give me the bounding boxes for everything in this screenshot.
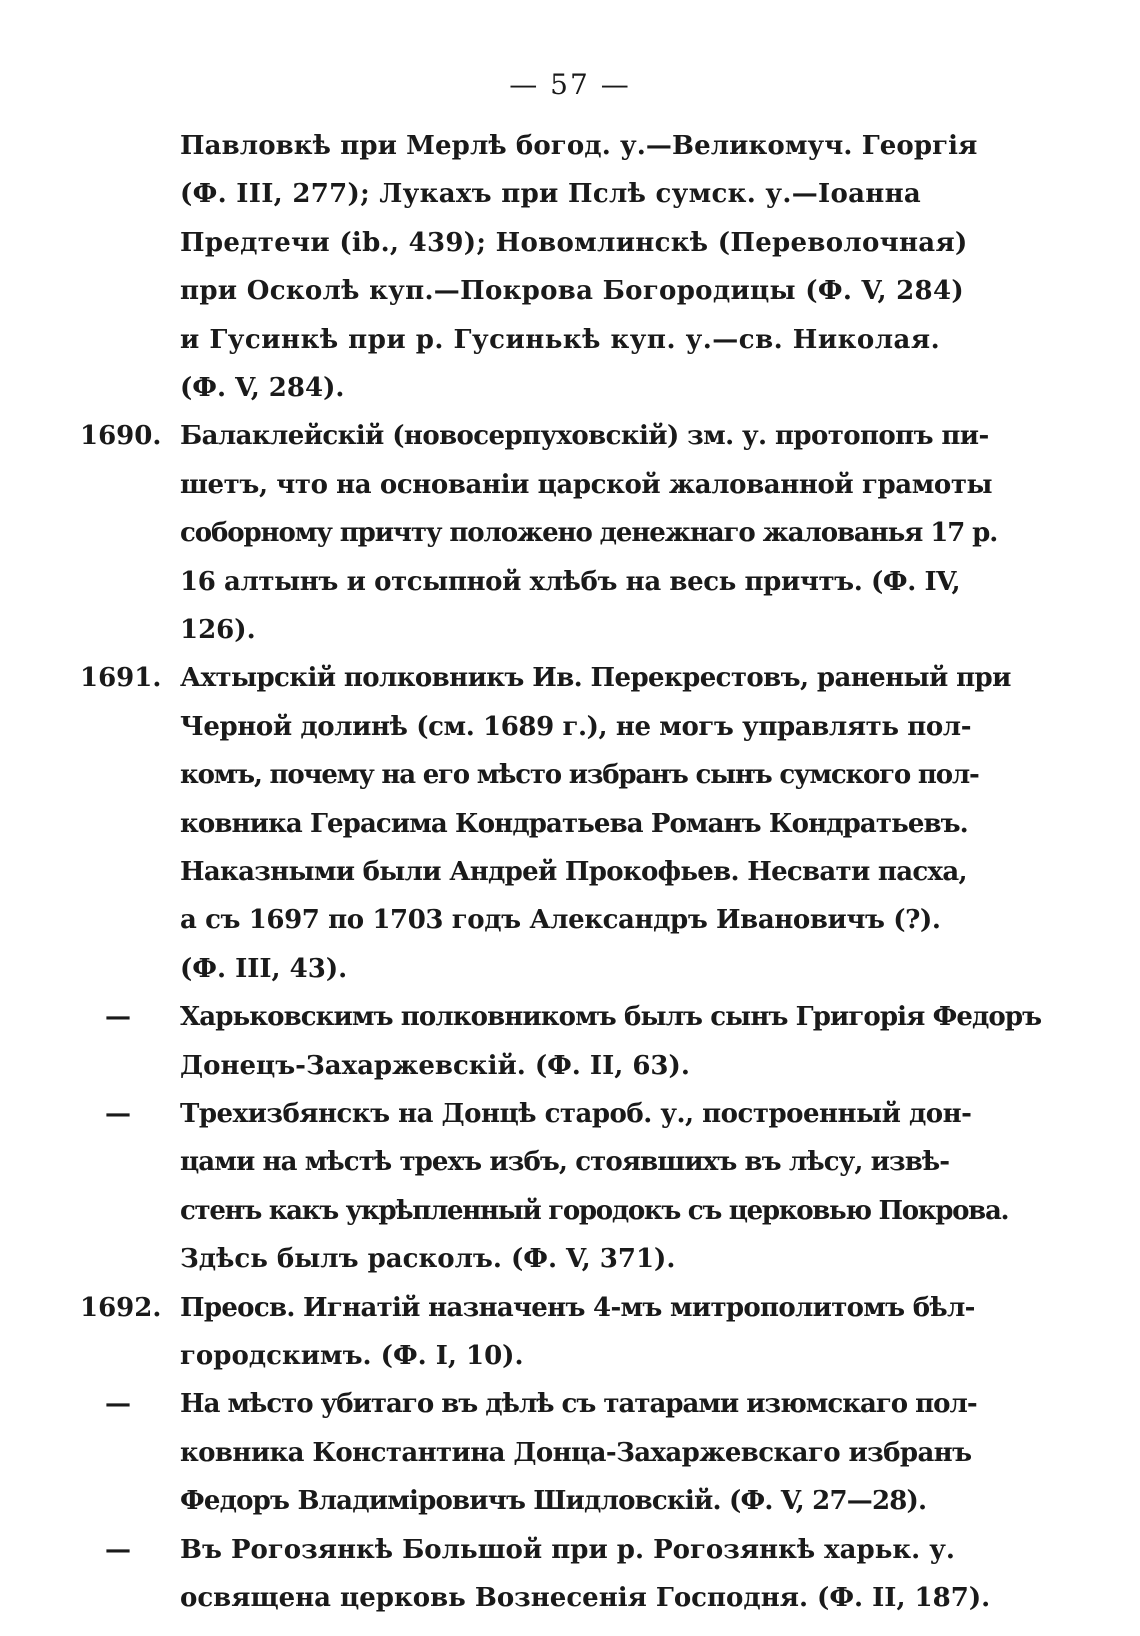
dash-marker: — [105,1099,131,1129]
text-line: комъ, почему на его мѣсто избранъ сынъ сумского пол- [180,760,979,790]
dash-marker: — [105,1389,131,1419]
text-line: цами на мѣстѣ трехъ избъ, стоявшихъ въ лѣсу, извѣ- [180,1147,950,1177]
text-line: 126). [180,615,256,645]
text-line: Федоръ Владиміровичъ Шидловскій. (Ф. V, 27—28). [180,1486,927,1516]
year-marker: 1690. [80,421,162,451]
text-line: Ахтырскій полковникъ Ив. Перекрестовъ, раненый при [180,663,1011,693]
text-line: городскимъ. (Ф. I, 10). [180,1341,524,1371]
text-line: стенъ какъ укрѣпленный городокъ съ церковью Покрова. [180,1196,1009,1226]
year-marker: 1691. [80,663,162,693]
text-line: Въ Рогозянкѣ Большой при р. Рогозянкѣ харьк. у. [180,1535,955,1565]
text-line: соборному причту положено денежнаго жалованья 17 р. [180,518,998,548]
text-line: (Ф. III, 43). [180,954,348,984]
text-line: Харьковскимъ полковникомъ былъ сынъ Григорія Федоръ [180,1002,1042,1032]
dash-marker: — [105,1002,131,1032]
text-line: Здѣсь былъ расколъ. (Ф. V, 371). [180,1244,676,1274]
text-line: а съ 1697 по 1703 годъ Александръ Ивановичъ (?). [180,905,941,935]
text-line: шетъ, что на основаніи царской жалованной грамоты [180,470,993,500]
text-line: Донецъ-Захаржевскій. (Ф. II, 63). [180,1051,690,1081]
text-line: освящена церковь Вознесенія Господня. (Ф. II, 187). [180,1583,991,1613]
year-marker: 1692. [80,1293,162,1323]
text-line: Преосв. Игнатій назначенъ 4-мъ митрополитомъ бѣл- [180,1293,975,1323]
text-line: Черной долинѣ (см. 1689 г.), не могъ управлять пол- [180,712,972,742]
page-number: — 57 — [509,68,631,101]
text-line: На мѣсто убитаго въ дѣлѣ съ татарами изюмскаго пол- [180,1389,977,1419]
dash-marker: — [105,1535,131,1565]
text-line: Павловкѣ при Мерлѣ богод. у.—Великомуч. Георгія [180,131,978,161]
text-line: (Ф. V, 284). [180,373,345,403]
text-line: Балаклейскій (новосерпуховскій) зм. у. протопопъ пи- [180,421,989,451]
text-line: и Гусинкѣ при р. Гусинькѣ куп. у.—св. Николая. [180,325,941,355]
text-line: при Осколѣ куп.—Покрова Богородицы (Ф. V, 284) [180,276,964,306]
text-line: Наказными были Андрей Прокофьев. Несвати пасха, [180,857,967,887]
text-line: ковника Константина Донца-Захаржевскаго избранъ [180,1438,972,1468]
text-line: (Ф. III, 277); Лукахъ при Пслѣ сумск. у.—Іоанна [180,179,922,209]
text-line: Предтечи (ib., 439); Новомлинскѣ (Переволочная) [180,228,968,258]
text-line: ковника Герасима Кондратьева Романъ Кондратьевъ. [180,809,968,839]
text-line: 16 алтынъ и отсыпной хлѣбъ на весь причтъ. (Ф. IV, [180,567,961,597]
text-line: Трехизбянскъ на Донцѣ староб. у., построенный дон- [180,1099,972,1129]
